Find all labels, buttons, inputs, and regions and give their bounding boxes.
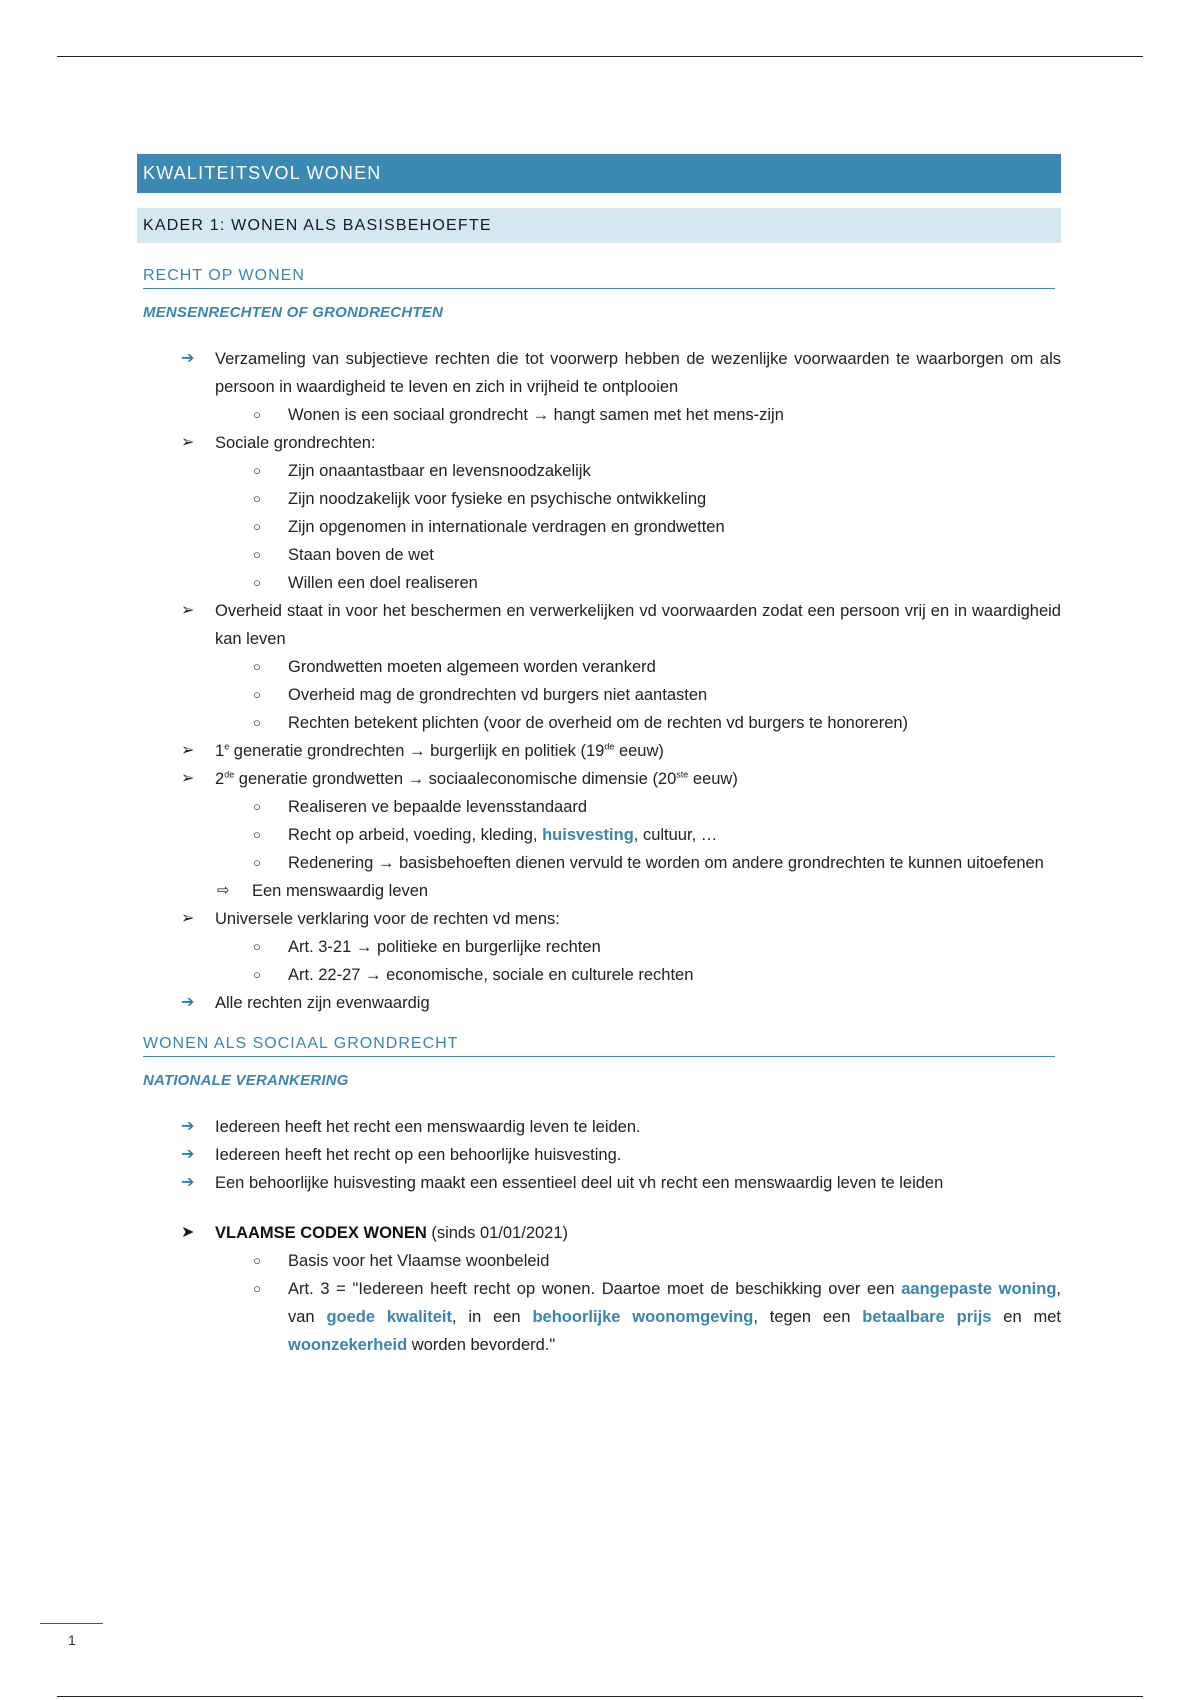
list-item: ○ Grondwetten moeten algemeen worden verankerd: [137, 653, 1061, 681]
arrow-right-icon: ➔: [181, 350, 195, 367]
section-heading-recht-op-wonen: RECHT OP WONEN: [143, 267, 1055, 289]
verankering-list: [137, 1113, 1061, 1359]
list-item: ○ Rechten betekent plichten (voor de overheid om de rechten vd burgers te honoreren): [137, 709, 1061, 737]
circle-bullet-icon: ○: [253, 715, 261, 730]
footnote-rule: [40, 1623, 103, 1624]
triangle-bullet-icon: ➢: [181, 434, 195, 451]
subheading-mensenrechten: MENSENRECHTEN OF GRONDRECHTEN: [143, 304, 443, 321]
circle-bullet-icon: ○: [253, 547, 261, 562]
circle-bullet-icon: ○: [253, 799, 261, 814]
mensenrechten-list: [137, 345, 1061, 1017]
list-item: ○ Art. 22-27 → economische, sociale en culturele rechten: [137, 961, 1061, 989]
kader-heading: KADER 1: WONEN ALS BASISBEHOEFTE: [137, 208, 1061, 243]
arrow-right-icon: ➔: [181, 1118, 195, 1135]
list-item: ○ Realiseren ve bepaalde levensstandaard: [137, 793, 1061, 821]
top-rule: [57, 56, 1143, 57]
list-item: ○ Zijn noodzakelijk voor fysieke en psychische ontwikkeling: [137, 485, 1061, 513]
list-item: ○ Wonen is een sociaal grondrecht → hangt samen met het mens-zijn: [137, 401, 1061, 429]
circle-bullet-icon: ○: [253, 491, 261, 506]
circle-bullet-icon: ○: [253, 967, 261, 982]
list-item: ○ Overheid mag de grondrechten vd burgers niet aantasten: [137, 681, 1061, 709]
arrow-right-icon: ➔: [181, 1146, 195, 1163]
list-item: ➢ 1e generatie grondrechten → burgerlijk en politiek (19de eeuw): [137, 737, 1061, 765]
circle-bullet-icon: ○: [253, 407, 261, 422]
triangle-bullet-icon: ➢: [181, 742, 195, 759]
list-item: ➢ Universele verklaring voor de rechten vd mens:: [137, 905, 1061, 933]
circle-bullet-icon: ○: [253, 659, 261, 674]
triangle-bullet-icon: ➢: [181, 770, 195, 787]
list-item: ➔ Alle rechten zijn evenwaardig: [137, 989, 1061, 1017]
circle-bullet-icon: ○: [253, 1281, 261, 1296]
circle-bullet-icon: ○: [253, 939, 261, 954]
circle-bullet-icon: ○: [253, 463, 261, 478]
circle-bullet-icon: ○: [253, 519, 261, 534]
triangle-bullet-icon: ➢: [181, 602, 195, 619]
circle-bullet-icon: ○: [253, 855, 261, 870]
list-item: ○ Basis voor het Vlaamse woonbeleid: [137, 1247, 1061, 1275]
circle-bullet-icon: ○: [253, 575, 261, 590]
list-item: ➢ Overheid staat in voor het beschermen en verwerkelijken vd voorwaarden zodat een persoon vrij en in waardigheid kan leven: [137, 597, 1061, 653]
list-item: ➢ 2de generatie grondwetten → sociaaleconomische dimensie (20ste eeuw): [137, 765, 1061, 793]
document-body: [137, 154, 1061, 1359]
list-item: ○ Zijn opgenomen in internationale verdragen en grondwetten: [137, 513, 1061, 541]
page-title: KWALITEITSVOL WONEN: [137, 154, 1061, 193]
circle-bullet-icon: ○: [253, 827, 261, 842]
list-item: ➢ Sociale grondrechten:: [137, 429, 1061, 457]
list-item: ○ Redenering → basisbehoeften dienen vervuld te worden om andere grondrechten te kunnen uitoefenen: [137, 849, 1061, 877]
list-item: ➔ Verzameling van subjectieve rechten die tot voorwerp hebben de wezenlijke voorwaarden te waarborgen om als persoon in waardigheid te leven en zich in vrijheid te ontplooien: [137, 345, 1061, 401]
circle-bullet-icon: ○: [253, 1253, 261, 1268]
list-item: ○ Art. 3-21 → politieke en burgerlijke rechten: [137, 933, 1061, 961]
arrow-right-icon: ➔: [181, 994, 195, 1011]
list-item: ○ Staan boven de wet: [137, 541, 1061, 569]
list-item: ○ Willen een doel realiseren: [137, 569, 1061, 597]
arrow-right-icon: ➔: [181, 1174, 195, 1191]
subheading-nationale-verankering: NATIONALE VERANKERING: [143, 1072, 349, 1089]
outline-arrow-icon: ⇨: [217, 882, 230, 899]
triangle-bullet-icon: ➢: [181, 910, 195, 927]
list-item: ➔ Iedereen heeft het recht op een behoorlijke huisvesting.: [137, 1141, 1061, 1169]
bottom-rule: [57, 1696, 1143, 1697]
list-item: ➔ Iedereen heeft het recht een menswaardig leven te leiden.: [137, 1113, 1061, 1141]
list-item: ○ Recht op arbeid, voeding, kleding, huisvesting, cultuur, …: [137, 821, 1061, 849]
section-heading-sociaal-grondrecht: WONEN ALS SOCIAAL GRONDRECHT: [143, 1035, 1055, 1057]
list-item: ⇨ Een menswaardig leven: [137, 877, 1061, 905]
list-item: ➔ Een behoorlijke huisvesting maakt een essentieel deel uit vh recht een menswaardig leven te leiden: [137, 1169, 1061, 1197]
list-item: ➤ VLAAMSE CODEX WONEN (sinds 01/01/2021): [137, 1219, 1061, 1247]
circle-bullet-icon: ○: [253, 687, 261, 702]
list-item: ○ Zijn onaantastbaar en levensnoodzakelijk: [137, 457, 1061, 485]
list-item: ○ Art. 3 = "Iedereen heeft recht op wonen. Daartoe moet de beschikking over een aangepaste woning, van goede kwaliteit, in een behoorlijke woonomgeving, tegen een betaalbare prijs en met woonzekerheid worden bevorderd.": [137, 1275, 1061, 1359]
triangle-bullet-icon: ➤: [181, 1224, 195, 1241]
page-number: 1: [68, 1632, 76, 1648]
